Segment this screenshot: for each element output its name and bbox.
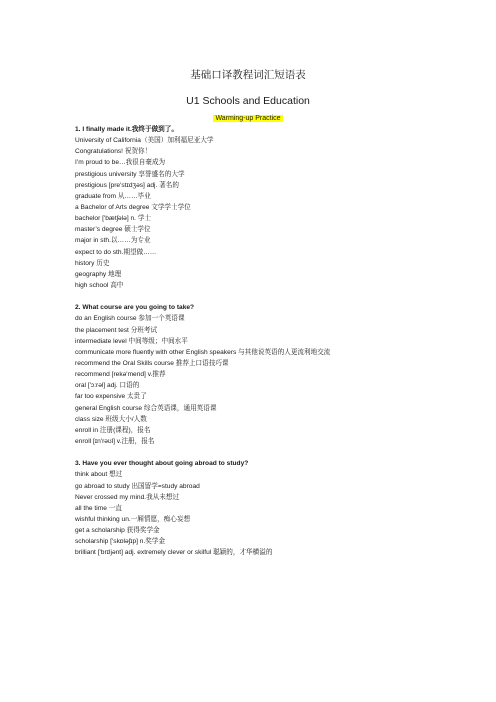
vocab-entry: geography 地理	[75, 270, 122, 278]
question-heading: 3. Have you ever thought about going abroad to study?	[75, 460, 249, 468]
section-label-highlight: Warming-up Practice	[215, 115, 281, 122]
vocab-entry: do an English course 参加一个英语课	[75, 315, 185, 323]
vocab-entry: master’s degree 硕士学位	[75, 226, 151, 234]
vocab-entry: think about 想过	[75, 471, 123, 479]
vocab-entry: University of California（美国）加利福尼亚大学	[75, 137, 214, 145]
section-banner	[0, 114, 496, 123]
vocab-entry: recommend [rekə'mend] v.推荐	[75, 371, 166, 379]
vocab-entry: go abroad to study 出国留学=study abroad	[75, 482, 200, 490]
vocab-entry: prestigious [pre'stɪdʒəs] adj. 著名的	[75, 181, 179, 189]
question-heading: 2. What course are you going to take?	[75, 304, 195, 312]
vocab-entry: communicate more fluently with other English speakers 与其他说英语的人更流利地交流	[75, 348, 331, 356]
vocab-entry: graduate from 从……毕业	[75, 192, 151, 200]
vocab-entry: brilliant ['brɪljənt] adj. extremely clever or skilful 聪颖的，才华横溢的	[75, 549, 273, 557]
vocab-entry: all the time 一直	[75, 504, 122, 512]
vocab-entry: expect to do sth.期望做……	[75, 248, 157, 256]
vocab-entry: Congratulations! 祝贺你！	[75, 148, 152, 156]
vocab-entry: bachelor ['bætʃələ] n. 学士	[75, 215, 152, 223]
vocab-entry: Never crossed my mind.我从未想过	[75, 493, 180, 501]
vocab-entry: enroll [ɪn'rəʊl] v.注册，报名	[75, 437, 155, 445]
blank-line	[75, 447, 475, 458]
vocab-entry: high school 高中	[75, 281, 124, 289]
vocab-entry: general English course 综合英语课，通用英语课	[75, 404, 217, 412]
vocab-entry: oral ['ɔ:rəl] adj. 口语的	[75, 382, 140, 390]
vocab-entry: recommend the Oral Skills course 推荐上口语技巧课	[75, 359, 229, 367]
unit-title: U1 Schools and Education	[186, 95, 310, 107]
vocab-entry: the placement test 分班考试	[75, 326, 158, 334]
vocab-entry: class size 班级大小/人数	[75, 415, 147, 423]
question-heading: 1. I finally made it.我终于做到了。	[75, 126, 178, 133]
vocab-entry: scholarship ['skɒləʃɪp] n.奖学金	[75, 538, 166, 546]
vocab-entry: far too expensive 太贵了	[75, 393, 147, 401]
document-title: 基础口译教程词汇短语表	[190, 69, 306, 81]
vocabulary-list	[75, 124, 475, 558]
vocab-entry: history 历史	[75, 259, 110, 267]
vocab-entry: a Bachelor of Arts degree 文学学士学位	[75, 203, 191, 211]
vocab-entry: prestigious university 享誉盛名的大学	[75, 170, 185, 178]
blank-line	[75, 291, 475, 302]
vocab-entry: get a scholarship 获得奖学金	[75, 527, 160, 535]
vocab-entry: I’m proud to be…我很自豪成为	[75, 159, 166, 167]
vocab-entry: enroll in 注册(课程)，报名	[75, 426, 151, 434]
vocab-entry: major in sth.以……为专业	[75, 237, 151, 245]
vocab-entry: intermediate level 中间等级；中间水平	[75, 337, 188, 345]
vocab-entry: wishful thinking un.一厢情愿，痴心妄想	[75, 515, 191, 523]
